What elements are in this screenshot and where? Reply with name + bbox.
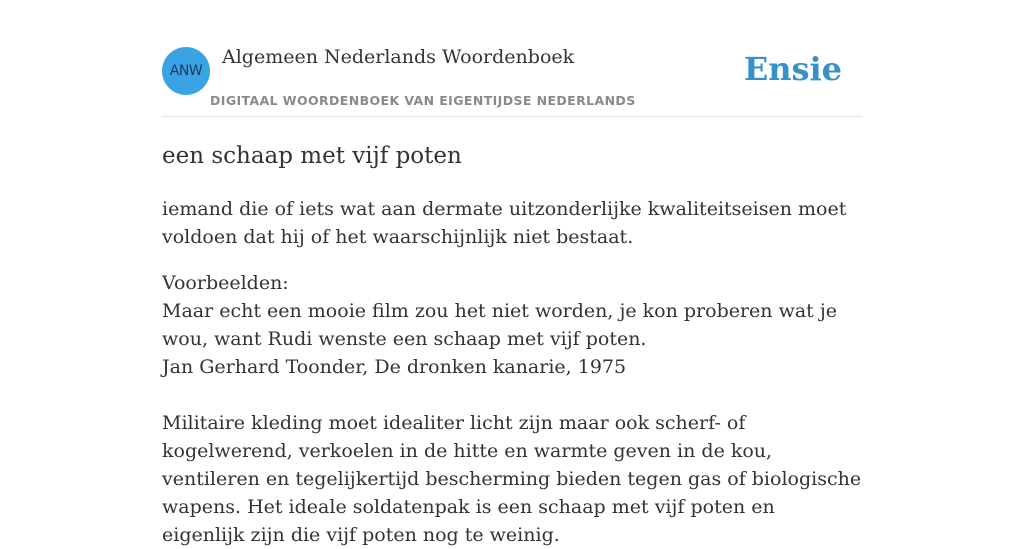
example-quote: Maar echt een mooie film zou het niet worden, je kon proberen wat je wou, want Rudi wenste een schaap met vijf poten. bbox=[162, 300, 837, 350]
example-item bbox=[162, 297, 862, 381]
example-quote: Militaire kleding moet idealiter licht zijn maar ook scherf- of kogelwerend, verkoelen in de hitte en warmte geven in de kou, ventileren en tegelijkertijd bescherming bieden tegen gas of biologische wapens. Het ideale soldatenpak is een schaap met vijf poten en eigenlijk zijn die vijf poten nog te weinig. bbox=[162, 412, 862, 546]
example-item bbox=[162, 409, 862, 549]
entry-card bbox=[162, 0, 862, 546]
examples-section bbox=[162, 269, 862, 549]
ensie-logo[interactable]: Ensie bbox=[743, 50, 842, 88]
definition: iemand die of iets wat aan dermate uitzonderlijke kwaliteitseisen moet voldoen dat hij of het waarschijnlijk niet bestaat. bbox=[162, 198, 847, 248]
site-title[interactable]: Algemeen Nederlands Woordenboek bbox=[222, 46, 575, 68]
headword: een schaap met vijf poten bbox=[162, 143, 462, 169]
examples-label: Voorbeelden: bbox=[162, 272, 289, 294]
example-source: Jan Gerhard Toonder, De dronken kanarie, 1975 bbox=[162, 356, 627, 378]
site-subtitle: DIGITAAL WOORDENBOEK VAN EIGENTIJDSE NEDERLANDS bbox=[210, 93, 636, 108]
anw-logo[interactable]: ANW bbox=[162, 47, 210, 95]
site-header bbox=[162, 0, 862, 117]
